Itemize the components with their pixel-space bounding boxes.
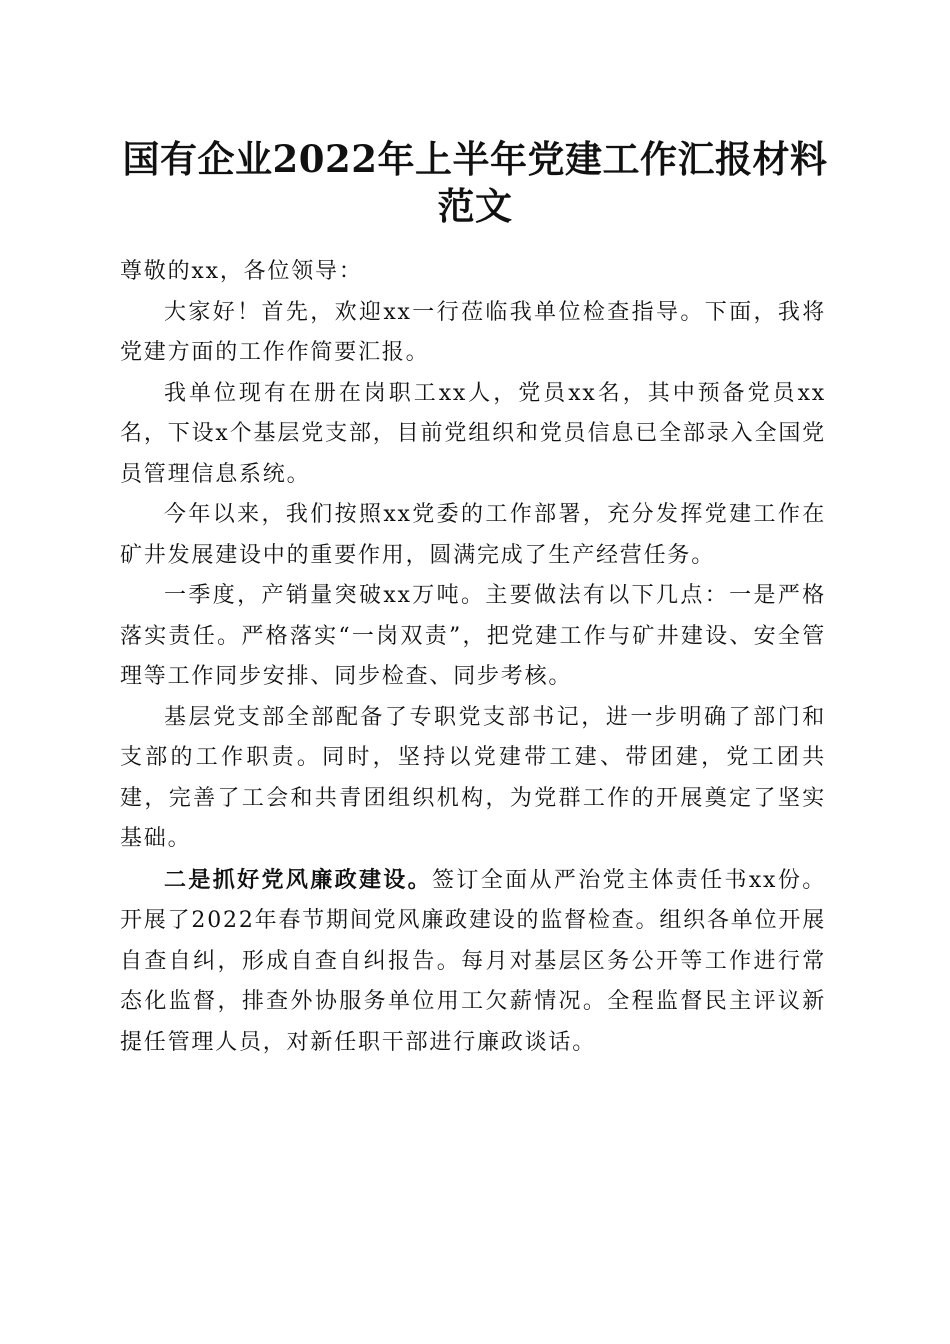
paragraph-text: 今年以来，我们按照xx党委的工作部署，充分发挥党建工作在矿井发展建设中的重要作用，圆满完成了生产经营任务。 (120, 502, 826, 568)
document-body (120, 252, 826, 1063)
paragraph-4 (120, 576, 826, 698)
salutation: 尊敬的xx，各位领导： (120, 259, 363, 284)
paragraph-lead: 二是抓好党风廉政建设。 (164, 866, 433, 893)
paragraph-text: 签订全面从严治党主体责任书xx份。开展了2022年春节期间党风廉政建设的监督检查。组织各单位开展自查自纠，形成自查自纠报告。每月对基层区务公开等工作进行常态化监督，排查外协服务单位用工欠薪情况。全程监督民主评议新提任管理人员，对新任职干部进行廉政谈话。 (120, 867, 826, 1055)
paragraph-text: 大家好！首先，欢迎xx一行莅临我单位检查指导。下面，我将党建方面的工作作简要汇报。 (120, 299, 826, 365)
document-title: 国有企业2022年上半年党建工作汇报材料范文 (122, 137, 828, 228)
paragraph-6 (120, 860, 826, 1064)
paragraph-3 (120, 495, 826, 576)
paragraph-2 (120, 374, 826, 496)
paragraph-text: 基层党支部全部配备了专职党支部书记，进一步明确了部门和支部的工作职责。同时，坚持以党建带工建、带团建，党工团共建，完善了工会和共青团组织机构，为党群工作的开展奠定了坚实基础。 (120, 704, 826, 851)
paragraph-1 (120, 293, 826, 374)
paragraph-5 (120, 698, 826, 860)
paragraph-text: 一季度，产销量突破xx万吨。主要做法有以下几点：一是严格落实责任。严格落实“一岗双责”，把党建工作与矿井建设、安全管理等工作同步安排、同步检查、同步考核。 (120, 583, 826, 689)
paragraph-text: 我单位现有在册在岗职工xx人，党员xx名，其中预备党员xx名，下设x个基层党支部，目前党组织和党员信息已全部录入全国党员管理信息系统。 (120, 380, 826, 487)
